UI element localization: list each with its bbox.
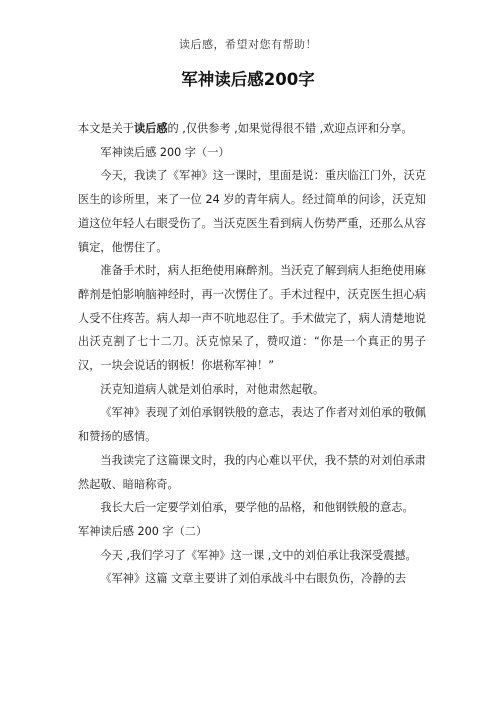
section-heading-1: 军神读后感 200 字（一）	[100, 145, 230, 159]
header-note: 读后感，希望对您有帮助！	[179, 38, 317, 51]
body-paragraph: 我长大后一定要学刘伯承，要学他的品格，和他钢铁般的意志。	[100, 501, 414, 515]
document-title: 军神读后感200字	[181, 70, 315, 89]
body-paragraph: 沃克知道病人就是刘伯承时，对他肃然起敬。	[100, 382, 325, 396]
intro-text-after: 的 ,仅供参考 ,如果觉得很不错 ,欢迎点评和分享。	[167, 122, 413, 135]
body-paragraph: 今天，我读了《军神》这一课时，里面是说：重庆临江门外，沃克医生的诊所里，来了一位 24 岁的青年病人。经过简单的问诊，沃克知道这位年轻人右眼受伤了。当沃克医生看到病人伤势严重，还那么从容镇定，他愣住了。	[78, 169, 426, 254]
intro-text-before: 本文是关于	[78, 122, 134, 135]
intro-emphasis: 读后感	[133, 122, 168, 135]
body-paragraph: 准备手术时，病人拒绝使用麻醉剂。当沃克了解到病人拒绝使用麻醉剂是怕影响脑神经时，再一次愣住了。手术过程中，沃克医生担心病人受不住疼苦。病人却一声不吭地忍住了。手术做完了，病人清楚地说出沃克割了七十二刀。沃克惊呆了，赞叹道：“你是一个真正的男子汉，一块会说话的钢板！你堪称军神！”	[78, 264, 426, 373]
document-body	[78, 117, 426, 591]
body-paragraph: 当我读完了这篇课文时，我的内心难以平伏，我不禁的对刘伯承肃然起敬、暗暗称奇。	[78, 453, 426, 491]
body-paragraph: 今天 ,我们学习了《军神》这一课 ,文中的刘伯承让我深受震撼。	[100, 548, 417, 562]
section-heading-2: 军神读后感 200 字（二）	[78, 524, 208, 538]
body-paragraph: 《军神》表现了刘伯承钢铁般的意志，表达了作者对刘伯承的敬佩和赞扬的感情。	[78, 406, 426, 444]
body-paragraph: 《军神》这篇 文章主要讲了刘伯承战斗中右眼负伤，冷静的去	[100, 572, 407, 586]
intro-paragraph	[78, 117, 426, 141]
